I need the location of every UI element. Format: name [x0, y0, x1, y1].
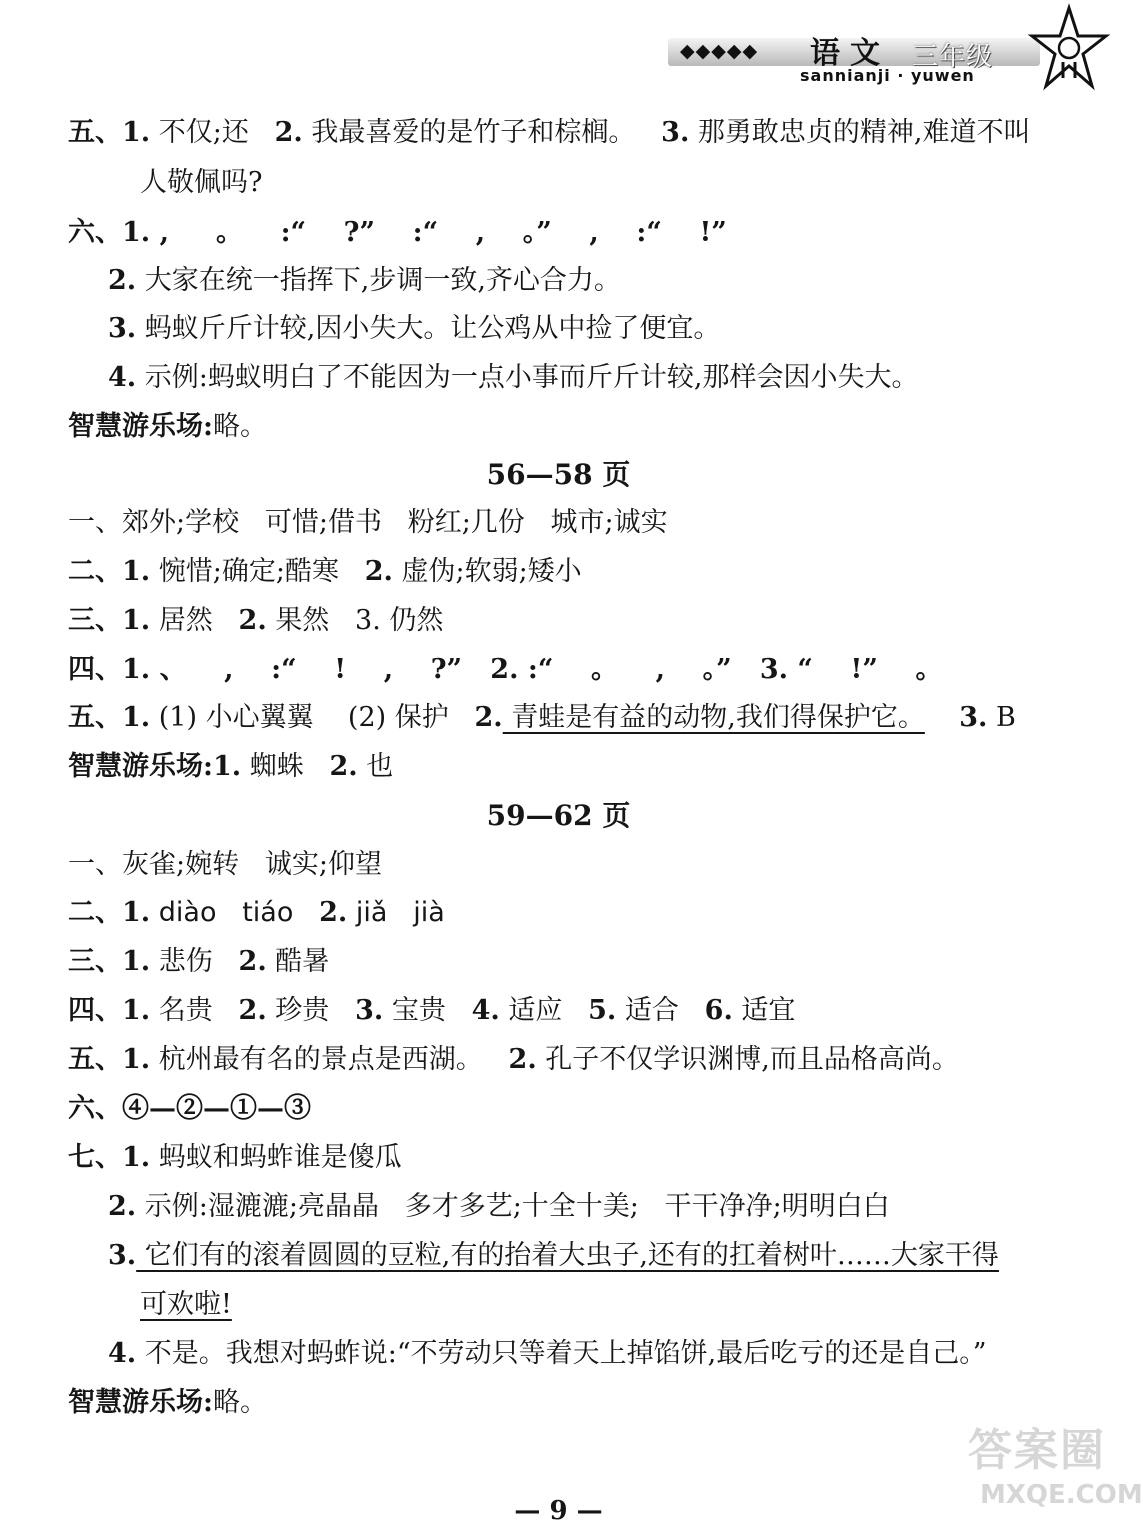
answer-text: 示例:蚂蚁明白了不能因为一点小事而斤斤计较,那样会因小失大。 — [136, 362, 919, 393]
item-number: 3. — [959, 702, 988, 733]
item-number: 2. — [274, 117, 303, 148]
line-label: 二、 — [68, 556, 122, 587]
line-label: 智慧游乐场: — [68, 751, 213, 782]
item-number: 3. — [759, 654, 788, 685]
answer-line — [68, 994, 795, 1028]
answer-text: 我最喜爱的是竹子和棕榈。 — [302, 117, 662, 148]
answer-text: 略。 — [212, 1387, 267, 1418]
answer-text: jiǎ jià — [347, 897, 445, 928]
header-diamonds: ◆◆◆◆◆ — [680, 40, 759, 62]
item-number: 1. — [122, 605, 151, 636]
section-heading: 56—58 页 — [486, 458, 631, 491]
header-pinyin: sannianji · yuwen — [800, 66, 975, 85]
answer-line — [108, 312, 720, 346]
line-label: 六、 — [68, 217, 122, 248]
answer-line — [68, 216, 727, 250]
answer-text: “ !” 。 — [788, 654, 943, 685]
item-number: 3. — [661, 117, 690, 148]
answer-line — [68, 701, 1016, 735]
answer-line — [68, 410, 267, 444]
watermark-logo-text: 答案圈 — [968, 1425, 1106, 1476]
item-number: 1. — [122, 1142, 151, 1173]
answer-text: (1) 小心翼翼 (2) 保护 — [150, 702, 475, 733]
line-label: 三、 — [68, 605, 122, 636]
star-icon — [1030, 6, 1108, 90]
item-number: 3. — [355, 995, 384, 1026]
item-number: 1. — [122, 702, 151, 733]
answer-text: 居然 — [150, 605, 239, 636]
answer-line — [68, 604, 443, 638]
item-number: 1. — [122, 654, 151, 685]
item-number: 6. — [704, 995, 733, 1026]
item-number: 4. — [108, 362, 137, 393]
answer-text: 适合 — [616, 995, 705, 1026]
answer-line — [108, 1239, 999, 1273]
answer-line: 六、④—②—①—③ — [68, 1093, 311, 1124]
underlined-answer: 它们有的滚着圆圆的豆粒,有的抬着大虫子,还有的扛着树叶……大家干得 — [136, 1240, 999, 1271]
item-number: 1. — [122, 556, 151, 587]
item-number: 1. — [122, 995, 151, 1026]
answer-text: 酷暑 — [266, 946, 330, 977]
answer-text: diào tiáo — [150, 897, 320, 928]
answer-text: 那勇敢忠贞的精神,难道不叫 — [689, 117, 1031, 148]
answer-text: 名贵 — [150, 995, 239, 1026]
answer-text: 蚂蚁和蚂蚱谁是傻瓜 — [150, 1142, 402, 1173]
item-number: 1. — [212, 751, 242, 782]
line-label: 智慧游乐场: — [68, 411, 213, 442]
item-number: 2. — [238, 995, 267, 1026]
answer-text: , 。 :“ ?” :“ , 。” , :“ !” — [150, 217, 727, 248]
item-number: 3. — [108, 1240, 137, 1271]
page-number: — 9 — — [514, 1496, 603, 1526]
answer-line — [108, 1190, 890, 1224]
answer-text: 宝贵 — [383, 995, 472, 1026]
answer-line — [68, 896, 445, 930]
item-number: 4. — [471, 995, 500, 1026]
line-label: 三、 — [68, 946, 122, 977]
line-label: 五、 — [68, 117, 122, 148]
answer-line: 一、郊外;学校 可惜;借书 粉红;几份 城市;诚实 — [68, 507, 668, 538]
header-grade: 三年级 — [912, 42, 994, 72]
item-number: 5. — [588, 995, 617, 1026]
answer-line — [68, 750, 393, 784]
watermark-url: MXQE.COM — [980, 1480, 1143, 1510]
item-number: 1. — [122, 1044, 151, 1075]
line-label: 四、 — [68, 995, 122, 1026]
answer-line — [68, 555, 582, 589]
answer-text: 也 — [357, 751, 394, 782]
answer-text: 示例:湿漉漉;亮晶晶 多才多艺;十全十美; 干干净净;明明白白 — [136, 1191, 890, 1222]
answer-line — [68, 1043, 959, 1077]
answer-text: 惋惜;确定;酷寒 — [150, 556, 365, 587]
answer-text: 适应 — [499, 995, 589, 1026]
answer-line — [68, 1141, 402, 1175]
item-number: 1. — [122, 946, 151, 977]
answer-text: 杭州最有名的景点是西湖。 — [150, 1044, 509, 1075]
item-number: 2. — [319, 897, 348, 928]
item-number: 2. — [238, 605, 267, 636]
item-number: 1. — [122, 117, 151, 148]
answer-text: :“ 。 , 。” — [518, 654, 760, 685]
item-number: 1. — [122, 217, 151, 248]
answer-text: 不是。我想对蚂蚱说:“不劳动只等着天上掉馅饼,最后吃亏的还是自己。” — [136, 1338, 987, 1369]
line-label: 七、 — [68, 1142, 122, 1173]
underlined-answer: 可欢啦! — [140, 1289, 232, 1320]
line-label: 五、 — [68, 702, 122, 733]
answer-text: 珍贵 — [266, 995, 356, 1026]
answer-line — [108, 1337, 987, 1371]
item-number: 2. — [490, 654, 519, 685]
item-number: 2. — [108, 265, 137, 296]
answer-line: 人敬佩吗? — [140, 167, 263, 198]
answer-text: 果然 3. 仍然 — [266, 605, 444, 636]
answer-line — [108, 361, 918, 395]
item-number: 2. — [329, 751, 358, 782]
answer-line — [108, 264, 621, 298]
line-label: 四、 — [68, 654, 122, 685]
answer-line — [140, 1288, 232, 1322]
answer-line — [68, 945, 329, 979]
item-number: 3. — [108, 313, 137, 344]
item-number: 2. — [364, 556, 393, 587]
item-number: 4. — [108, 1338, 137, 1369]
answer-text: 大家在统一指挥下,步调一致,齐心合力。 — [136, 265, 621, 296]
item-number: 2. — [508, 1044, 537, 1075]
section-heading: 59—62 页 — [486, 799, 631, 832]
answer-text: 虚伪;软弱;矮小 — [392, 556, 582, 587]
answer-line: 一、灰雀;婉转 诚实;仰望 — [68, 849, 382, 880]
item-number: 2. — [474, 702, 503, 733]
answer-text: 蜘蛛 — [241, 751, 330, 782]
answer-line — [68, 1386, 267, 1420]
answer-text: 孔子不仅学识渊博,而且品格高尚。 — [536, 1044, 959, 1075]
item-number: 2. — [108, 1191, 137, 1222]
line-label: 五、 — [68, 1044, 122, 1075]
underlined-answer: 青蛙是有益的动物,我们得保护它。 — [502, 702, 925, 733]
answer-text: 悲伤 — [150, 946, 239, 977]
answer-text: B — [987, 702, 1016, 733]
answer-line — [68, 653, 943, 687]
answer-text: 、 , :“ ! , ?” — [150, 654, 491, 685]
item-number: 2. — [238, 946, 267, 977]
answer-line — [68, 116, 1031, 150]
line-label: 智慧游乐场: — [68, 1387, 213, 1418]
answer-text: 蚂蚁斤斤计较,因小失大。让公鸡从中捡了便宜。 — [136, 313, 721, 344]
line-label: 二、 — [68, 897, 122, 928]
answer-text: 不仅;还 — [150, 117, 275, 148]
item-number: 1. — [122, 897, 151, 928]
answer-text: 略。 — [212, 411, 267, 442]
header-subject: 语文 — [810, 36, 890, 71]
answer-text: 适宜 — [732, 995, 796, 1026]
